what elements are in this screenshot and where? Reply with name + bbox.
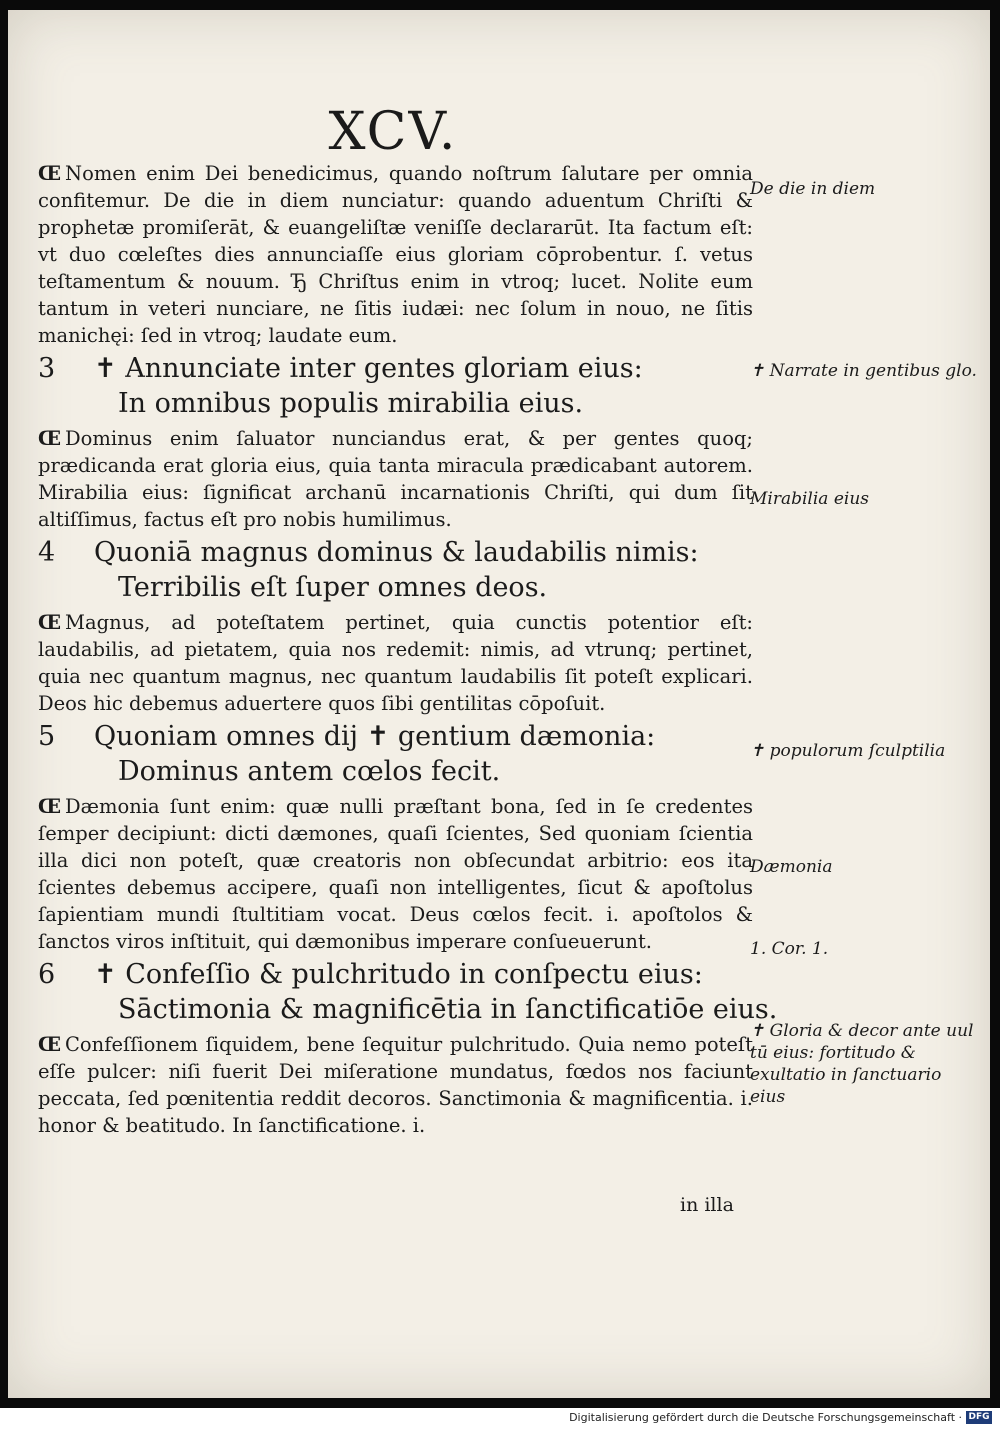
commentary-block xyxy=(38,425,753,533)
verse-number: 6 xyxy=(38,959,56,990)
commentary-block xyxy=(38,160,753,349)
paragraph-mark: Œ xyxy=(38,162,62,185)
paragraph-mark: Œ xyxy=(38,427,62,450)
catchword: in illa xyxy=(680,1194,734,1216)
verse-line: Quoniam omnes dij ✝ gentium dæmonia: xyxy=(94,721,656,752)
commentary-text: Confeſſionem ſiquidem, bene ſequitur pulchritudo. Quia nemo poteſt eſſe pulcer: niſi fuerit Dei miſeratione mundatus, fœdos nos faciunt peccata, ſed pœnitentia reddit decoros. Sanctimonia & magnificentia. i. honor & beatitudo. In ſanctificatione. i. xyxy=(38,1033,753,1137)
verse-line: In omnibus populis mirabilia eius. xyxy=(118,388,584,419)
verse-number: 3 xyxy=(38,353,56,384)
main-text-column xyxy=(38,160,778,1139)
verse-number: 4 xyxy=(38,537,56,568)
folio-number: XCV. xyxy=(328,102,458,162)
verse-line: Sāctimonia & magnificētia in ſanctificatiōe eius. xyxy=(118,994,778,1025)
commentary-block xyxy=(38,1031,753,1139)
book-page xyxy=(8,10,990,1398)
psalm-verse xyxy=(38,535,753,605)
margin-note: De die in diem xyxy=(750,179,876,199)
verse-line: ✝ Confeſſio & pulchritudo in conſpectu eius: xyxy=(94,959,703,990)
paragraph-mark: Œ xyxy=(38,795,62,818)
footer-bar xyxy=(0,1408,1000,1429)
commentary-text: Magnus, ad poteſtatem pertinet, quia cunctis potentior eſt: laudabilis, ad pietatem, quia nos redemit: nimis, ad vtrunq; pertinet, quia nec quantum magnus, nec quantum laudabilis ſit poteſt explicari. Deos hic debemus aduertere quos ſibi gentilitas cōpoſuit. xyxy=(38,611,753,715)
commentary-text: Dæmonia ſunt enim: quæ nulli præſtant bona, ſed in ſe credentes ſemper decipiunt: dicti dæmones, quaſi ſcientes, Sed quoniam ſcientia illa dici non poteſt, quæ creatoris non obſecundat arbitrio: eos ita ſcientes debemus accipere, quaſi non intelligentes, ſicut & apoſtolus ſapientiam mundi ſtultitiam vocat. Deus cœlos fecit. i. apoſtolos & ſanctos viros inſtituit, qui dæmonibus imperare conſueuerunt. xyxy=(38,795,753,953)
psalm-verse xyxy=(38,719,753,789)
psalm-verse xyxy=(38,957,778,1027)
commentary-block xyxy=(38,793,753,955)
commentary-text: Dominus enim ſaluator nunciandus erat, & per gentes quoq; prædicanda erat gloria eius, quia tanta miracula prædicabant autorem. Mirabilia eius: ſignificat archanū incarnationis Chriſti, qui dum ſit altiſſimus, factus eſt pro nobis humilimus. xyxy=(38,427,753,531)
funding-credit: Digitalisierung gefördert durch die Deutsche Forschungsgemeinschaft · xyxy=(569,1411,962,1424)
verse-line: Terribilis eſt ſuper omnes deos. xyxy=(118,572,548,603)
commentary-block xyxy=(38,609,753,717)
margin-note: Dæmonia xyxy=(750,857,833,877)
verse-line: ✝ Annunciate inter gentes gloriam eius: xyxy=(94,353,643,384)
verse-line: Quoniā magnus dominus & laudabilis nimis: xyxy=(94,537,699,568)
margin-note: ✝ Narrate in gentibus glo. xyxy=(750,361,977,381)
paragraph-mark: Œ xyxy=(38,611,62,634)
margin-note: Mirabilia eius xyxy=(750,489,870,509)
margin-note: 1. Cor. 1. xyxy=(750,939,829,959)
dfg-logo: DFG xyxy=(966,1411,992,1424)
paragraph-mark: Œ xyxy=(38,1033,62,1056)
verse-number: 5 xyxy=(38,721,56,752)
psalm-verse xyxy=(38,351,753,421)
verse-line: Dominus antem cœlos fecit. xyxy=(118,756,501,787)
margin-note: ✝ populorum ſculptilia xyxy=(750,741,946,761)
margin-note: ✝ Gloria & decor ante uul tū eius: fortitudo & exultatio in ſanctuario eius xyxy=(750,1021,974,1107)
commentary-text: Nomen enim Dei benedicimus, quando noſtrum ſalutare per omnia confitemur. De die in diem nunciatur: quando aduentum Chriſti & prophetæ promiſerāt, & euangeliſtæ veniſſe declararūt. Ita factum eſt: vt duo cœleſtes dies annunciaſſe eius gloriam cōprobentur. ſ. vetus teſtamentum & nouum. Ђ Chriſtus enim in vtroq; lucet. Nolite eum tantum in veteri nunciare, ne ſitis iudæi: nec ſolum in nouo, ne ſitis manichęi: ſed in vtroq; laudate eum. xyxy=(38,162,753,347)
